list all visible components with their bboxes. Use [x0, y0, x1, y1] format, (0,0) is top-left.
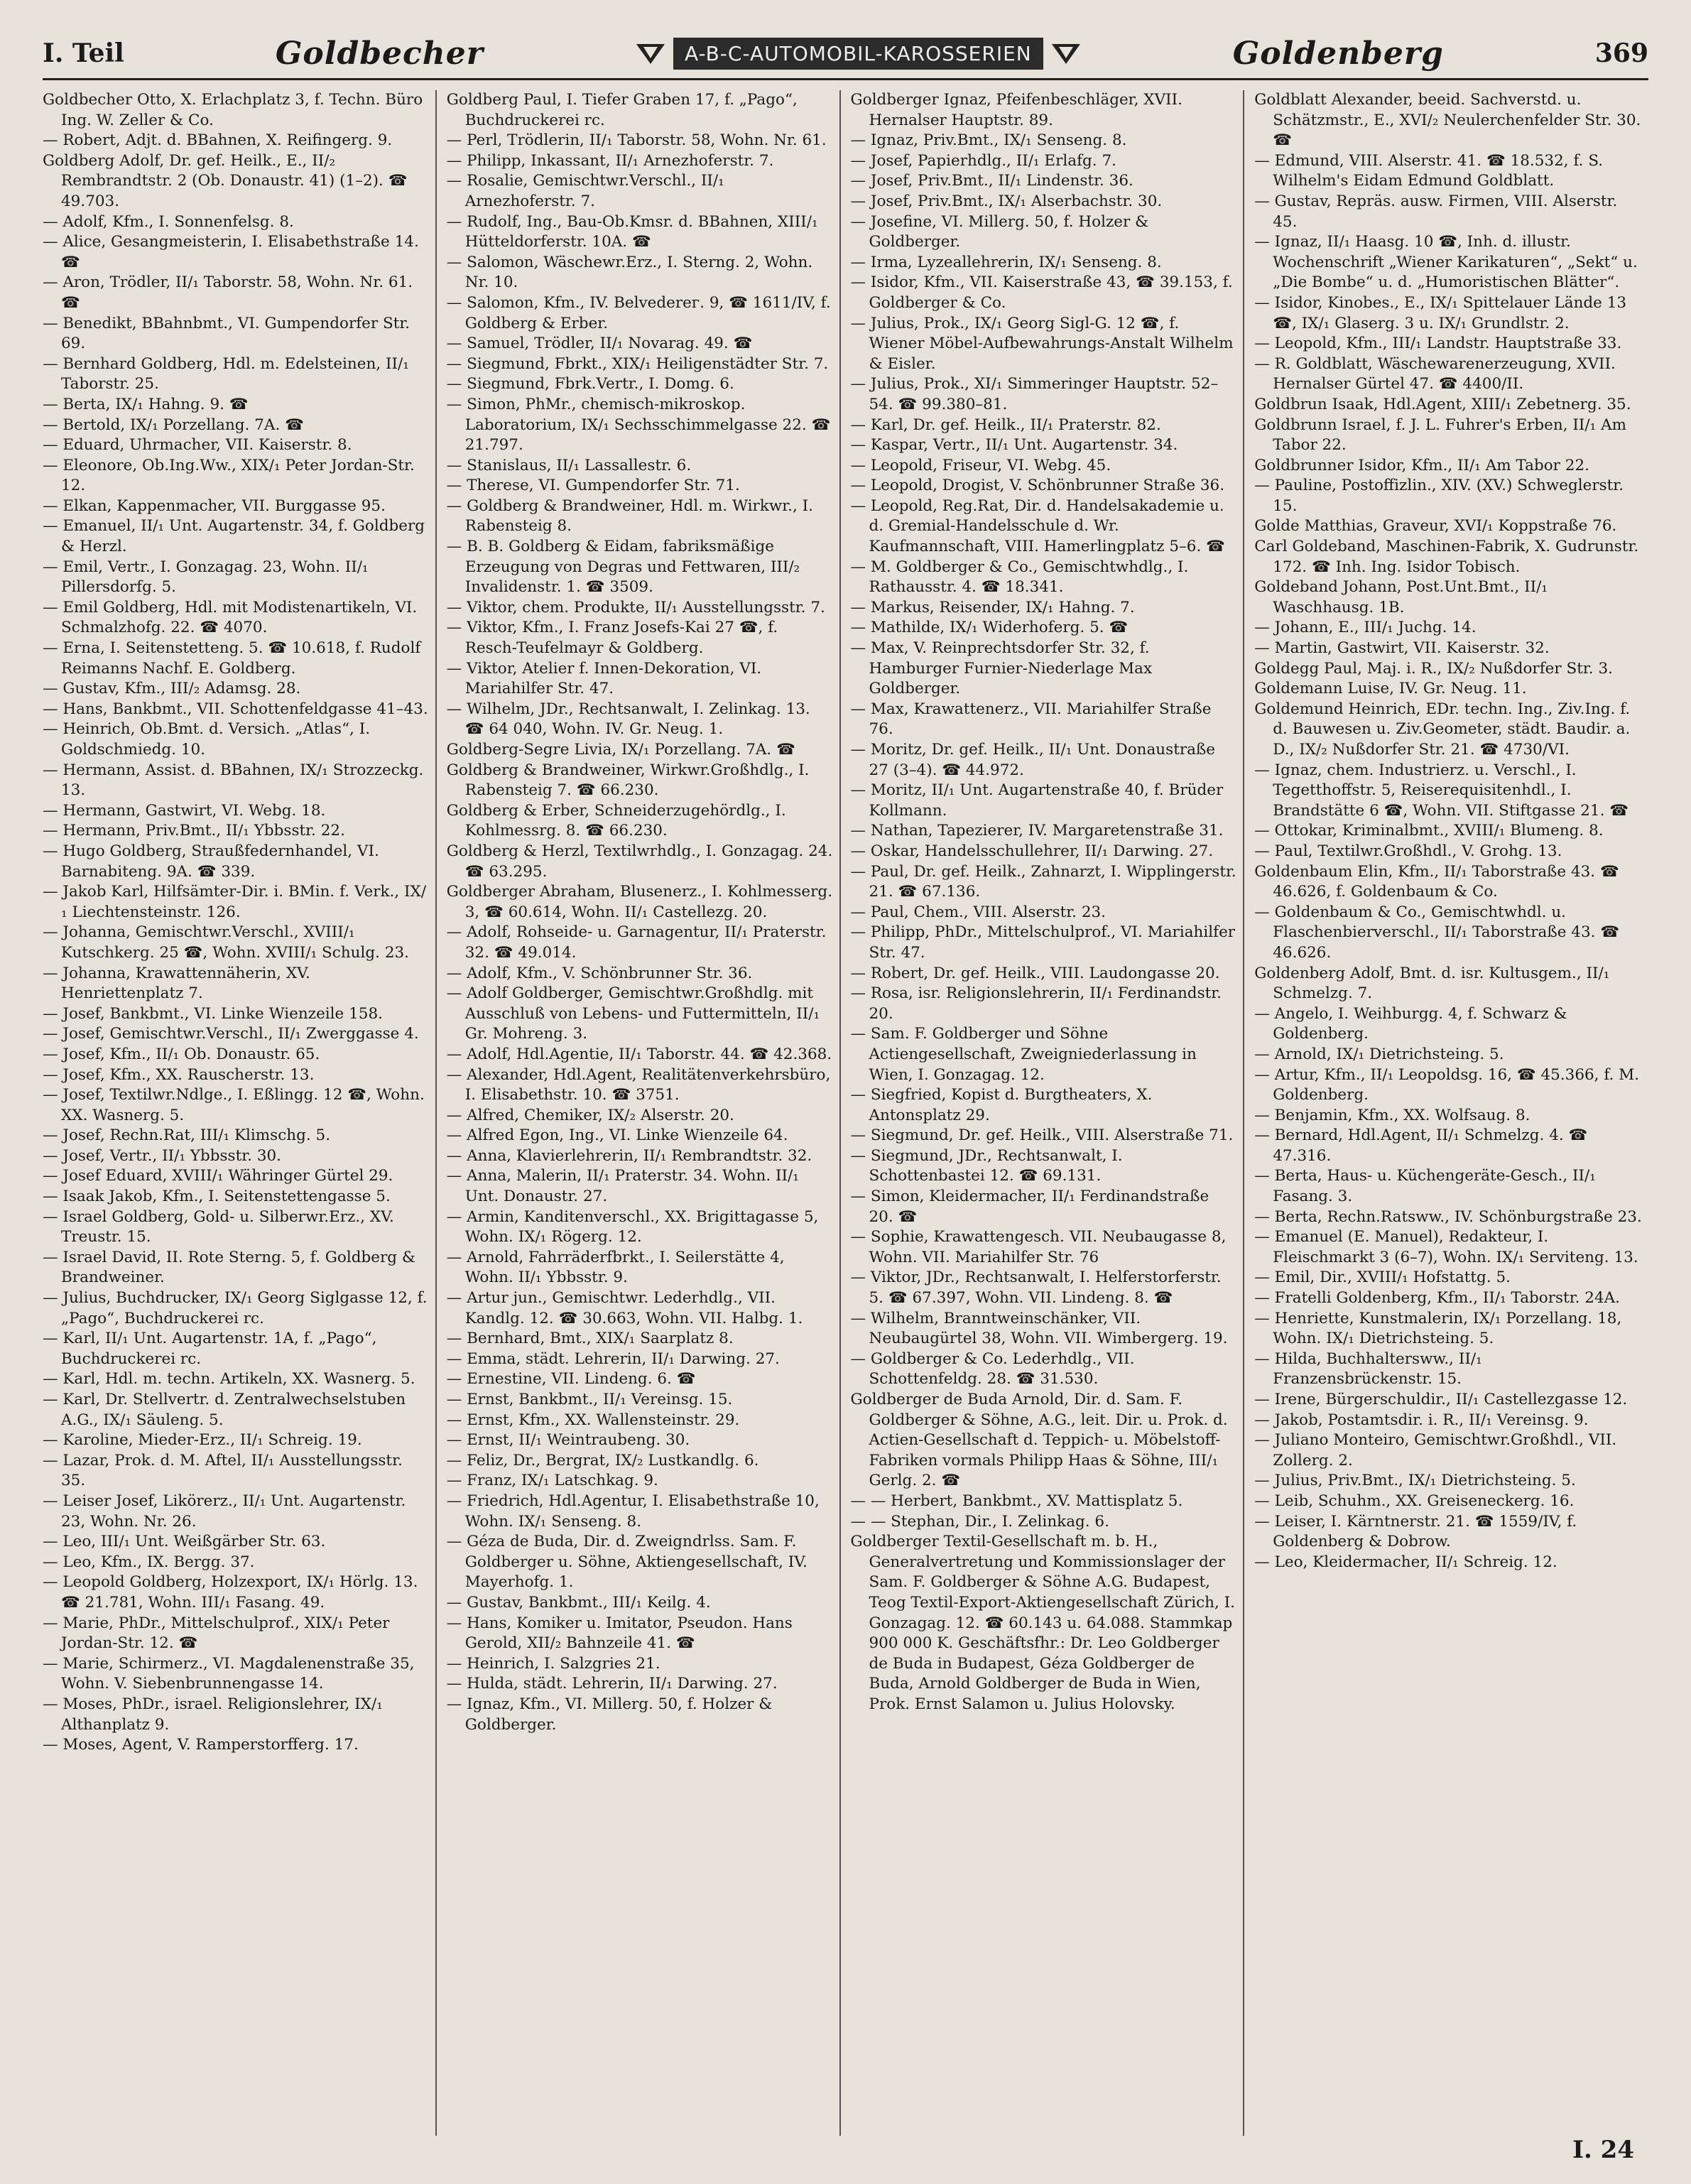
- directory-entry: — Siegmund, Dr. gef. Heilk., VIII. Alserstraße 71.: [850, 1126, 1234, 1145]
- directory-entry: — Hulda, städt. Lehrerin, II/₁ Darwing. 27.: [446, 1675, 778, 1693]
- directory-entry: — Goldenbaum & Co., Gemischtwhdl. u. Flaschenbierverschl., II/₁ Taborstraße 43. ☎ 46.626.: [1254, 903, 1620, 962]
- directory-entry: — Hugo Goldberg, Straußfedernhandel, VI. Barnabiteng. 9A. ☎ 339.: [43, 842, 379, 881]
- directory-entry: — Simon, PhMr., chemisch-mikroskop. Laboratorium, IX/₁ Sechsschimmelgasse 22. ☎ 21.797.: [446, 395, 831, 455]
- directory-entry: — Juliano Monteiro, Gemischtwr.Großhdl., VII. Zollerg. 2.: [1254, 1431, 1617, 1469]
- directory-entry: — Josef, Kfm., XX. Rauscherstr. 13.: [43, 1065, 315, 1084]
- directory-entry: — Pauline, Postoffizlin., XIV. (XV.) Schweglerstr. 15.: [1254, 477, 1624, 515]
- directory-entry: — Leopold, Friseur, VI. Webg. 45.: [850, 456, 1111, 474]
- directory-entry: — Wilhelm, Branntweinschänker, VII. Neubaugürtel 38, Wohn. VII. Wimbergerg. 19.: [850, 1309, 1228, 1348]
- directory-entry: — Robert, Adjt. d. BBahnen, X. Reifingerg. 9.: [43, 131, 393, 150]
- directory-entry: — Armin, Kanditenverschl., XX. Brigittagasse 5, Wohn. IX/₁ Rögerg. 12.: [446, 1207, 819, 1246]
- directory-entry: — Berta, Rechn.Ratsww., IV. Schönburgstraße 23.: [1254, 1207, 1642, 1226]
- directory-entry: — Friedrich, Hdl.Agentur, I. Elisabethstraße 10, Wohn. IX/₁ Senseng. 8.: [446, 1492, 820, 1531]
- directory-entry: — Franz, IX/₁ Latschkag. 9.: [446, 1472, 658, 1490]
- directory-entry: — Siegmund, Fbrk.Vertr., I. Domg. 6.: [446, 375, 734, 393]
- directory-entry: — Gustav, Kfm., III/₂ Adamsg. 28.: [43, 680, 301, 698]
- directory-entry: — Julius, Buchdrucker, IX/₁ Georg Siglgasse 12, f. „Pago“, Buchdruckerei rc.: [43, 1289, 428, 1327]
- directory-entry: Goldeband Johann, Post.Unt.Bmt., II/₁ Waschhausg. 1B.: [1254, 578, 1548, 616]
- sheet-signature: I. 24: [1572, 2136, 1634, 2164]
- directory-entry: — Isidor, Kfm., VII. Kaiserstraße 43, ☎ 39.153, f. Goldberger & Co.: [850, 273, 1233, 312]
- directory-entry: Goldemund Heinrich, EDr. techn. Ing., Ziv.Ing. f. d. Bauwesen u. Ziv.Geometer, städt. Baudir. a. D., IX/₂ Nußdorfer Str. 21. ☎ 4730/VI.: [1254, 700, 1631, 759]
- directory-entry: — Paul, Chem., VIII. Alserstr. 23.: [850, 903, 1107, 921]
- directory-entry: — Ernst, II/₁ Weintraubeng. 30.: [446, 1431, 690, 1450]
- directory-entry: — Johann, E., III/₁ Juchg. 14.: [1254, 619, 1477, 637]
- directory-entry: Goldberger Ignaz, Pfeifenbeschläger, XVII. Hernalser Hauptstr. 89.: [850, 91, 1182, 129]
- directory-entry: Goldberg & Herzl, Textilwrhdlg., I. Gonzagag. 24. ☎ 63.295.: [446, 842, 833, 881]
- directory-entry: — Irma, Lyzeallehrerin, IX/₁ Senseng. 8.: [850, 253, 1162, 271]
- directory-entry: — Josef, Bankbmt., VI. Linke Wienzeile 158.: [43, 1004, 383, 1023]
- directory-entry: — Hermann, Assist. d. BBahnen, IX/₁ Strozzeckg. 13.: [43, 761, 424, 800]
- directory-entry: — Moritz, Dr. gef. Heilk., II/₁ Unt. Donaustraße 27 (3–4). ☎ 44.972.: [850, 741, 1216, 779]
- directory-entry: — Leopold, Drogist, V. Schönbrunner Straße 36.: [850, 477, 1225, 495]
- directory-entry: Goldberg & Brandweiner, Wirkwr.Großhdlg., I. Rabensteig 7. ☎ 66.230.: [446, 761, 810, 800]
- directory-entry: — Philipp, Inkassant, II/₁ Arnezhoferstr. 7.: [446, 151, 774, 170]
- directory-entry: — Artur jun., Gemischtwr. Lederhdlg., VII. Kandlg. 12. ☎ 30.663, Wohn. VII. Halbg. 1.: [446, 1289, 803, 1327]
- directory-entry: — Arnold, IX/₁ Dietrichsteing. 5.: [1254, 1045, 1504, 1063]
- directory-entry: — Moses, Agent, V. Ramperstorfferg. 17.: [43, 1736, 359, 1754]
- directory-entry: — Siegmund, Fbrkt., XIX/₁ Heiligenstädter Str. 7.: [446, 354, 829, 373]
- directory-entry: Goldenbaum Elin, Kfm., II/₁ Taborstraße 43. ☎ 46.626, f. Goldenbaum & Co.: [1254, 862, 1619, 901]
- directory-entry: — — Stephan, Dir., I. Zelinkag. 6.: [850, 1512, 1109, 1531]
- directory-entry: — Oskar, Handelsschullehrer, II/₁ Darwing. 27.: [850, 842, 1214, 860]
- directory-entry: — M. Goldberger & Co., Gemischtwhdlg., I. Rathausstr. 4. ☎ 18.341.: [850, 558, 1189, 597]
- directory-entry: — Ernst, Bankbmt., II/₁ Vereinsg. 15.: [446, 1391, 733, 1408]
- directory-entry: — Bertold, IX/₁ Porzellang. 7A. ☎: [43, 415, 304, 434]
- directory-entry: — Goldberg & Brandweiner, Hdl. m. Wirkwr., I. Rabensteig 8.: [446, 496, 814, 536]
- directory-entry: — Josef, Papierhdlg., II/₁ Erlafg. 7.: [850, 151, 1116, 170]
- directory-entry: — Simon, Kleidermacher, II/₁ Ferdinandstraße 20. ☎: [850, 1188, 1209, 1226]
- directory-entry: — Karl, Hdl. m. techn. Artikeln, XX. Wasnerg. 5.: [43, 1370, 415, 1389]
- directory-entry: — Adolf, Kfm., I. Sonnenfelsg. 8.: [43, 212, 294, 231]
- directory-entry: — Salomon, Kfm., IV. Belvederег. 9, ☎ 1611/IV, f. Goldberg & Erber.: [446, 293, 831, 332]
- directory-entry: Goldegg Paul, Maj. i. R., IX/₂ Nußdorfer Str. 3.: [1254, 659, 1613, 678]
- directory-entry: Goldbrunner Isidor, Kfm., II/₁ Am Tabor 22.: [1254, 456, 1589, 474]
- directory-entry: — Henriette, Kunstmalerin, IX/₁ Porzellang. 18, Wohn. IX/₁ Dietrichsteing. 5.: [1254, 1309, 1622, 1348]
- directory-entry: — Irene, Bürgerschuldir., II/₁ Castellezgasse 12.: [1254, 1391, 1628, 1408]
- directory-entry: — Siegfried, Kopist d. Burgtheaters, X. Antonsplatz 29.: [850, 1086, 1153, 1124]
- column-4: [1254, 90, 1648, 2136]
- directory-entry: — Adolf, Kfm., V. Schönbrunner Str. 36.: [446, 964, 753, 982]
- directory-entry: — Stanislaus, II/₁ Lassallestr. 6.: [446, 456, 692, 474]
- directory-entry: — Leopold, Reg.Rat, Dir. d. Handelsakademie u. d. Gremial-Handelsschule d. Wr. Kaufmannschaft, VIII. Hamerlingplatz 5–6. ☎: [850, 496, 1225, 556]
- directory-entry: — Martin, Gastwirt, VII. Kaiserstr. 32.: [1254, 639, 1550, 658]
- directory-entry: Carl Goldeband, Maschinen-Fabrik, X. Gudrunstr. 172. ☎ Inh. Ing. Isidor Tobisch.: [1254, 538, 1639, 576]
- directory-entry: — Kaspar, Vertr., II/₁ Unt. Augartenstr. 34.: [850, 436, 1178, 455]
- banner-text: A-B-C-AUTOMOBIL-KAROSSERIEN: [673, 38, 1043, 70]
- directory-entry: — Leo, Kfm., IX. Bergg. 37.: [43, 1553, 255, 1571]
- directory-entry: — Julius, Priv.Bmt., IX/₁ Dietrichsteing. 5.: [1254, 1472, 1576, 1490]
- directory-entry: — Emma, städt. Lehrerin, II/₁ Darwing. 27.: [446, 1349, 780, 1368]
- directory-entry: — Rosa, isr. Religionslehrerin, II/₁ Ferdinandstr. 20.: [850, 984, 1222, 1023]
- directory-entry: — Ignaz, Priv.Bmt., IX/₁ Senseng. 8.: [850, 131, 1127, 150]
- directory-entry: — Eleonore, Ob.Ing.Ww., XIX/₁ Peter Jordan-Str. 12.: [43, 456, 415, 495]
- directory-entry: — Marie, Schirmerz., VI. Magdalenenstraße 35, Wohn. V. Siebenbrunnengasse 14.: [43, 1654, 415, 1693]
- directory-entry: — Isaak Jakob, Kfm., I. Seitenstettengasse 5.: [43, 1188, 391, 1206]
- directory-entry: — Ignaz, Kfm., VI. Millerg. 50, f. Holzer & Goldberger.: [446, 1695, 773, 1734]
- directory-entry: — Ernestine, VII. Lindeng. 6. ☎: [446, 1370, 696, 1389]
- directory-entry: — Leopold Goldberg, Holzexport, IX/₁ Hörlg. 13. ☎ 21.781, Wohn. III/₁ Fasang. 49.: [43, 1573, 418, 1612]
- directory-entry: — Josefine, VI. Millerg. 50, f. Holzer & Goldberger.: [850, 212, 1149, 251]
- directory-entry: — Max, V. Reinprechtsdorfer Str. 32, f. Hamburger Furnier-Niederlage Max Goldberger.: [850, 639, 1153, 698]
- directory-entry: — Berta, IX/₁ Hahng. 9. ☎: [43, 395, 249, 413]
- left-guide-word: Goldbecher: [275, 35, 484, 72]
- directory-entry: — Karoline, Mieder-Erz., II/₁ Schreig. 19.: [43, 1431, 362, 1450]
- directory-entry: — Nathan, Tapezierer, IV. Margaretenstraße 31.: [850, 822, 1224, 840]
- directory-entry: — Viktor, Atelier f. Innen-Dekoration, VI. Mariahilfer Str. 47.: [446, 659, 762, 698]
- directory-entry: — Karl, II/₁ Unt. Augartenstr. 1A, f. „Pago“, Buchdruckerei rc.: [43, 1330, 377, 1368]
- directory-entry: — Mathilde, IX/₁ Widerhoferg. 5. ☎: [850, 619, 1129, 637]
- directory-entry: — Robert, Dr. gef. Heilk., VIII. Laudongasse 20.: [850, 964, 1220, 982]
- directory-entry: — Adolf, Rohseide- u. Garnagentur, II/₁ Praterstr. 32. ☎ 49.014.: [446, 923, 827, 962]
- directory-entry: — Max, Krawattenerz., VII. Mariahilfer Straße 76.: [850, 700, 1212, 739]
- directory-entry: — R. Goldblatt, Wäschewarenerzeugung, XVII. Hernalser Gürtel 47. ☎ 4400/II.: [1254, 354, 1616, 393]
- directory-entry: — Josef, Gemischtwr.Verschl., II/₁ Zwerggasse 4.: [43, 1025, 419, 1043]
- directory-entry: — Perl, Trödlerin, II/₁ Taborstr. 58, Wohn. Nr. 61.: [446, 131, 827, 150]
- directory-entry: — Benedikt, BBahnbmt., VI. Gumpendorfer Str. 69.: [43, 314, 410, 353]
- directory-entry: — Rosalie, Gemischtwr.Verschl., II/₁ Arnezhoferstr. 7.: [446, 172, 724, 210]
- directory-columns: [43, 90, 1648, 2136]
- directory-entry: — Géza de Buda, Dir. d. Zweigndrlss. Sam. F. Goldberger u. Söhne, Aktiengesellschaft, IV. Mayerhofg. 1.: [446, 1533, 808, 1592]
- column-1: [43, 90, 437, 2136]
- directory-entry: Goldberg-Segre Livia, IX/₁ Porzellang. 7A. ☎: [446, 741, 795, 759]
- directory-entry: — Josef, Priv.Bmt., II/₁ Lindenstr. 36.: [850, 172, 1133, 190]
- directory-entry: Goldberger Abraham, Blusenerz., I. Kohlmesserg. 3, ☎ 60.614, Wohn. II/₁ Castellezg. 20.: [446, 883, 833, 921]
- car-logo-icon: [1050, 41, 1082, 65]
- part-label: I. Teil: [43, 38, 124, 68]
- directory-entry: — Angelo, I. Weihburgg. 4, f. Schwarz & Goldenberg.: [1254, 1004, 1567, 1043]
- directory-entry: — Sam. F. Goldberger und Söhne Actiengesellschaft, Zweigniederlassung in Wien, I. Gonzagag. 12.: [850, 1025, 1197, 1084]
- directory-entry: — Viktor, Kfm., I. Franz Josefs-Kai 27 ☎, f. Resch-Teufelmayr & Goldberg.: [446, 619, 778, 658]
- directory-entry: — Siegmund, JDr., Rechtsanwalt, I. Schottenbastei 12. ☎ 69.131.: [850, 1146, 1123, 1185]
- directory-entry: — Fratelli Goldenberg, Kfm., II/₁ Taborstr. 24A.: [1254, 1289, 1620, 1308]
- directory-entry: — Johanna, Gemischtwr.Verschl., XVIII/₁ Kutschkerg. 25 ☎, Wohn. XVIII/₁ Schulg. 23.: [43, 923, 410, 962]
- directory-entry: — Jakob Karl, Hilfsämter-Dir. i. BMin. f. Verk., IX/₁ Liechtensteinstr. 126.: [43, 883, 427, 921]
- page-header: [43, 28, 1648, 80]
- directory-entry: Goldbrun Isaak, Hdl.Agent, XIII/₁ Zebetnerg. 35.: [1254, 395, 1631, 413]
- directory-entry: — Julius, Prok., XI/₁ Simmeringer Hauptstr. 52–54. ☎ 99.380–81.: [850, 375, 1219, 413]
- directory-entry: — Eduard, Uhrmacher, VII. Kaiserstr. 8.: [43, 436, 352, 455]
- directory-entry: — Josef, Rechn.Rat, III/₁ Klimschg. 5.: [43, 1126, 331, 1145]
- directory-entry: — Leiser, I. Kärntnerstr. 21. ☎ 1559/IV, f. Goldenberg & Dobrow.: [1254, 1512, 1577, 1551]
- directory-entry: — Hans, Bankbmt., VII. Schottenfeldgasse 41–43.: [43, 700, 428, 718]
- directory-entry: — Alice, Gesangmeisterin, I. Elisabethstraße 14. ☎: [43, 233, 419, 271]
- directory-entry: — Samuel, Trödler, II/₁ Novarag. 49. ☎: [446, 335, 753, 353]
- directory-entry: Goldberg Paul, I. Tiefer Graben 17, f. „Pago“, Buchdruckerei rc.: [446, 91, 798, 129]
- column-3: [851, 90, 1245, 2136]
- directory-entry: — Jakob, Postamtsdir. i. R., II/₁ Vereinsg. 9.: [1254, 1411, 1589, 1429]
- directory-entry: — Ernst, Kfm., XX. Wallensteinstr. 29.: [446, 1411, 740, 1429]
- directory-entry: — Ignaz, chem. Industrierz. u. Verschl., I. Tegetthoffstr. 5, Reiserequisitenhdl., I. Brandstätte 6 ☎, Wohn. VII. Stiftgasse 21. ☎: [1254, 761, 1629, 820]
- directory-entry: — Marie, PhDr., Mittelschulprof., XIX/₁ Peter Jordan-Str. 12. ☎: [43, 1614, 390, 1653]
- directory-entry: — Paul, Textilwr.Großhdl., V. Grohg. 13.: [1254, 842, 1562, 860]
- directory-entry: — Erna, I. Seitenstetteng. 5. ☎ 10.618, f. Rudolf Reimanns Nachf. E. Goldberg.: [43, 639, 421, 678]
- directory-entry: — — Herbert, Bankbmt., XV. Mattisplatz 5.: [850, 1492, 1183, 1510]
- directory-entry: — Josef, Textilwr.Ndlge., I. Eßlingg. 12 ☎, Wohn. XX. Wasnerg. 5.: [43, 1086, 425, 1124]
- directory-entry: — Ignaz, II/₁ Haasg. 10 ☎, Inh. d. illustr. Wochenschrift „Wiener Karikaturen“, „Sekt“ u. „Die Bombe“ u. d. „Humoristischen Blätter“.: [1254, 233, 1638, 292]
- directory-entry: — Philipp, PhDr., Mittelschulprof., VI. Mariahilfer Str. 47.: [850, 923, 1236, 962]
- directory-entry: — Hermann, Priv.Bmt., II/₁ Ybbsstr. 22.: [43, 822, 345, 840]
- directory-entry: — Emil, Dir., XVIII/₁ Hofstattg. 5.: [1254, 1268, 1511, 1287]
- directory-entry: — Berta, Haus- u. Küchengeräte-Gesch., II/₁ Fasang. 3.: [1254, 1167, 1596, 1206]
- directory-entry: — Adolf Goldberger, Gemischtwr.Großhdlg. mit Ausschluß von Lebens- und Futtermitteln, II/₁ Gr. Mohreng. 3.: [446, 984, 820, 1043]
- directory-entry: — Anna, Malerin, II/₁ Praterstr. 34. Wohn. II/₁ Unt. Donaustr. 27.: [446, 1167, 799, 1206]
- directory-entry: — Rudolf, Ing., Bau-Ob.Kmsr. d. BBahnen, XIII/₁ Hütteldorferstr. 10A. ☎: [446, 212, 818, 251]
- directory-entry: — Alexander, Hdl.Agent, Realitätenverkehrsbüro, I. Elisabethstr. 10. ☎ 3751.: [446, 1065, 831, 1104]
- directory-entry: — Hans, Komiker u. Imitator, Pseudon. Hans Gerold, XII/₂ Bahnzeile 41. ☎: [446, 1614, 793, 1653]
- directory-entry: Goldblatt Alexander, beeid. Sachverstd. u. Schätzmstr., E., XVI/₂ Neulerchenfelder Str. 30. ☎: [1254, 91, 1641, 150]
- directory-entry: — Isidor, Kinobes., E., IX/₁ Spittelauer Lände 13 ☎, IX/₁ Glaserg. 3 u. IX/₁ Grundlstr. 2.: [1254, 293, 1627, 332]
- directory-entry: — Alfred Egon, Ing., VI. Linke Wienzeile 64.: [446, 1126, 788, 1145]
- directory-entry: — Salomon, Wäschewr.Erz., I. Sterng. 2, Wohn. Nr. 10.: [446, 253, 813, 292]
- page-number: 369: [1594, 38, 1648, 68]
- directory-entry: Goldbecher Otto, X. Erlachplatz 3, f. Techn. Büro Ing. W. Zeller & Co.: [43, 91, 423, 129]
- directory-entry: — Wilhelm, JDr., Rechtsanwalt, I. Zelinkag. 13. ☎ 64 040, Wohn. IV. Gr. Neug. 1.: [446, 700, 810, 739]
- directory-entry: Goldberg & Erber, Schneiderzugehördlg., I. Kohlmessrg. 8. ☎ 66.230.: [446, 801, 786, 840]
- directory-entry: Goldberger Textil-Gesellschaft m. b. H., Generalvertretung und Kommissionslager der Sam. F. Goldberger & Söhne A.G. Budapest, Teog Textil-Export-Aktiengesellschaft Zürich, I. Gonzagag. 12. ☎ 60.143 u. 64.088. Stammkap 900 000 K. Geschäftsfhr.: Dr. Leo Goldberger de Buda in Budapest, Géza Goldberger de Buda, Arnold Goldberger de Buda in Wien, Prok. Ernst Salamon u. Julius Holovsky.: [850, 1533, 1235, 1713]
- directory-entry: — Goldberger & Co. Lederhdlg., VII. Schottenfeldg. 28. ☎ 31.530.: [850, 1349, 1135, 1389]
- directory-entry: — Artur, Kfm., II/₁ Leopoldsg. 16, ☎ 45.366, f. M. Goldenberg.: [1254, 1065, 1640, 1104]
- directory-entry: — Leib, Schuhm., XX. Greiseneckerg. 16.: [1254, 1492, 1575, 1510]
- column-2: [447, 90, 841, 2136]
- directory-entry: — Leo, III/₁ Unt. Weißgärber Str. 63.: [43, 1533, 326, 1551]
- directory-entry: — Josef Eduard, XVIII/₁ Währinger Gürtel 29.: [43, 1167, 393, 1185]
- directory-entry: — Israel Goldberg, Gold- u. Silberwr.Erz., XV. Treustr. 15.: [43, 1207, 394, 1246]
- directory-entry: — B. B. Goldberg & Eidam, fabriksmäßige Erzeugung von Degras und Fettwaren, III/₂ Invalidenstr. 1. ☎ 3509.: [446, 538, 800, 597]
- directory-entry: — Emil Goldberg, Hdl. mit Modistenartikeln, VI. Schmalzhofg. 22. ☎ 4070.: [43, 598, 418, 637]
- directory-entry: — Gustav, Bankbmt., III/₁ Keilg. 4.: [446, 1593, 711, 1612]
- directory-entry: — Bernhard, Bmt., XIX/₁ Saarplatz 8.: [446, 1330, 734, 1348]
- directory-entry: — Viktor, JDr., Rechtsanwalt, I. Helferstorferstr. 5. ☎ 67.397, Wohn. VII. Lindeng. 8. ☎: [850, 1268, 1222, 1308]
- directory-entry: — Josef, Vertr., II/₁ Ybbsstr. 30.: [43, 1146, 282, 1165]
- directory-entry: Goldenberg Adolf, Bmt. d. isr. Kultusgem., II/₁ Schmelzg. 7.: [1254, 964, 1610, 1003]
- directory-entry: — Gustav, Repräs. ausw. Firmen, VIII. Alserstr. 45.: [1254, 192, 1618, 231]
- directory-entry: — Emil, Vertr., I. Gonzagag. 23, Wohn. II/₁ Pillersdorfg. 5.: [43, 558, 369, 597]
- directory-entry: — Leopold, Kfm., III/₁ Landstr. Hauptstraße 33.: [1254, 335, 1622, 353]
- directory-entry: — Edmund, VIII. Alserstr. 41. ☎ 18.532, f. S. Wilhelm's Eidam Edmund Goldblatt.: [1254, 151, 1604, 190]
- directory-entry: — Elkan, Kappenmacher, VII. Burggasse 95.: [43, 496, 386, 515]
- directory-entry: — Lazar, Prok. d. M. Aftel, II/₁ Ausstellungsstr. 35.: [43, 1451, 403, 1490]
- directory-entry: Goldberg Adolf, Dr. gef. Heilk., E., II/₂ Rembrandtstr. 2 (Ob. Donaustr. 41) (1–2). ☎ 49.703.: [43, 151, 408, 210]
- directory-entry: Goldberger de Buda Arnold, Dir. d. Sam. F. Goldberger & Söhne, A.G., leit. Dir. u. Prok. d. Actien-Gesellschaft d. Teppich- u. Möbelstoff-Fabriken vormals Philipp Haas & Söhne, III/₁ Gerlg. 2. ☎: [850, 1391, 1228, 1490]
- directory-entry: — Aron, Trödler, II/₁ Taborstr. 58, Wohn. Nr. 61. ☎: [43, 273, 413, 312]
- right-guide-word: Goldenberg: [1232, 35, 1444, 72]
- directory-entry: — Leo, Kleidermacher, II/₁ Schreig. 12.: [1254, 1553, 1557, 1571]
- directory-entry: — Moritz, II/₁ Unt. Augartenstraße 40, f. Brüder Kollmann.: [850, 781, 1224, 820]
- directory-entry: — Julius, Prok., IX/₁ Georg Sigl-G. 12 ☎, f. Wiener Möbel-Aufbewahrungs-Anstalt Wilhelm & Eisler.: [850, 314, 1234, 373]
- directory-entry: — Leiser Josef, Likörerz., II/₁ Unt. Augartenstr. 23, Wohn. Nr. 26.: [43, 1492, 406, 1531]
- directory-entry: — Arnold, Fahrräderfbrkt., I. Seilerstätte 4, Wohn. II/₁ Ybbsstr. 9.: [446, 1248, 785, 1287]
- directory-entry: — Josef, Kfm., II/₁ Ob. Donaustr. 65.: [43, 1045, 320, 1063]
- directory-entry: Goldemann Luise, IV. Gr. Neug. 11.: [1254, 680, 1527, 698]
- directory-entry: — Hilda, Buchhaltersww., II/₁ Franzensbrückenstr. 15.: [1254, 1349, 1482, 1389]
- directory-entry: — Heinrich, Ob.Bmt. d. Versich. „Atlas“, I. Goldschmiedg. 10.: [43, 720, 371, 759]
- directory-entry: — Bernhard Goldberg, Hdl. m. Edelsteinen, II/₁ Taborstr. 25.: [43, 354, 409, 393]
- directory-entry: — Johanna, Krawattennäherin, XV. Henriettenplatz 7.: [43, 964, 310, 1003]
- directory-entry: — Markus, Reisender, IX/₁ Hahng. 7.: [850, 598, 1135, 616]
- directory-entry: — Israel David, II. Rote Sterng. 5, f. Goldberg & Brandweiner.: [43, 1248, 415, 1287]
- directory-entry: — Emanuel, II/₁ Unt. Augartenstr. 34, f. Goldberg & Herzl.: [43, 517, 425, 556]
- directory-entry: — Alfred, Chemiker, IX/₂ Alserstr. 20.: [446, 1106, 734, 1124]
- directory-entry: — Josef, Priv.Bmt., IX/₁ Alserbachstr. 30.: [850, 192, 1163, 210]
- directory-entry: — Feliz, Dr., Bergrat, IX/₂ Lustkandlg. 6.: [446, 1451, 759, 1469]
- directory-entry: — Moses, PhDr., israel. Religionslehrer, IX/₁ Althanplatz 9.: [43, 1695, 383, 1734]
- directory-entry: — Hermann, Gastwirt, VI. Webg. 18.: [43, 801, 326, 820]
- directory-entry: — Anna, Klavierlehrerin, II/₁ Rembrandtstr. 32.: [446, 1146, 812, 1165]
- directory-entry: — Sophie, Krawattengesch. VII. Neubaugasse 8, Wohn. VII. Mariahilfer Str. 76: [850, 1228, 1227, 1266]
- directory-entry: — Paul, Dr. gef. Heilk., Zahnarzt, I. Wipplingerstr. 21. ☎ 67.136.: [850, 862, 1236, 901]
- directory-entry: Goldbrunn Israel, f. J. L. Fuhrer's Erben, II/₁ Am Tabor 22.: [1254, 415, 1626, 455]
- directory-entry: — Karl, Dr. gef. Heilk., II/₁ Praterstr. 82.: [850, 415, 1161, 434]
- directory-entry: Golde Matthias, Graveur, XVI/₁ Koppstraße 76.: [1254, 517, 1617, 536]
- directory-entry: — Bernard, Hdl.Agent, II/₁ Schmelzg. 4. ☎ 47.316.: [1254, 1126, 1588, 1165]
- directory-entry: — Heinrich, I. Salzgries 21.: [446, 1654, 660, 1673]
- car-logo-icon: [635, 41, 666, 65]
- directory-entry: — Viktor, chem. Produkte, II/₁ Ausstellungsstr. 7.: [446, 598, 825, 616]
- directory-entry: — Karl, Dr. Stellvertr. d. Zentralwechselstuben A.G., IX/₁ Säuleng. 5.: [43, 1391, 406, 1429]
- directory-entry: — Therese, VI. Gumpendorfer Str. 71.: [446, 477, 740, 495]
- directory-entry: — Emanuel (E. Manuel), Redakteur, I. Fleischmarkt 3 (6–7), Wohn. IX/₁ Serviteng. 13.: [1254, 1228, 1638, 1266]
- directory-entry: — Benjamin, Kfm., XX. Wolfsaug. 8.: [1254, 1106, 1530, 1124]
- advertising-banner: [635, 38, 1082, 70]
- directory-entry: — Adolf, Hdl.Agentie, II/₁ Taborstr. 44. ☎ 42.368.: [446, 1045, 832, 1063]
- directory-entry: — Ottokar, Kriminalbmt., XVIII/₁ Blumeng. 8.: [1254, 822, 1604, 840]
